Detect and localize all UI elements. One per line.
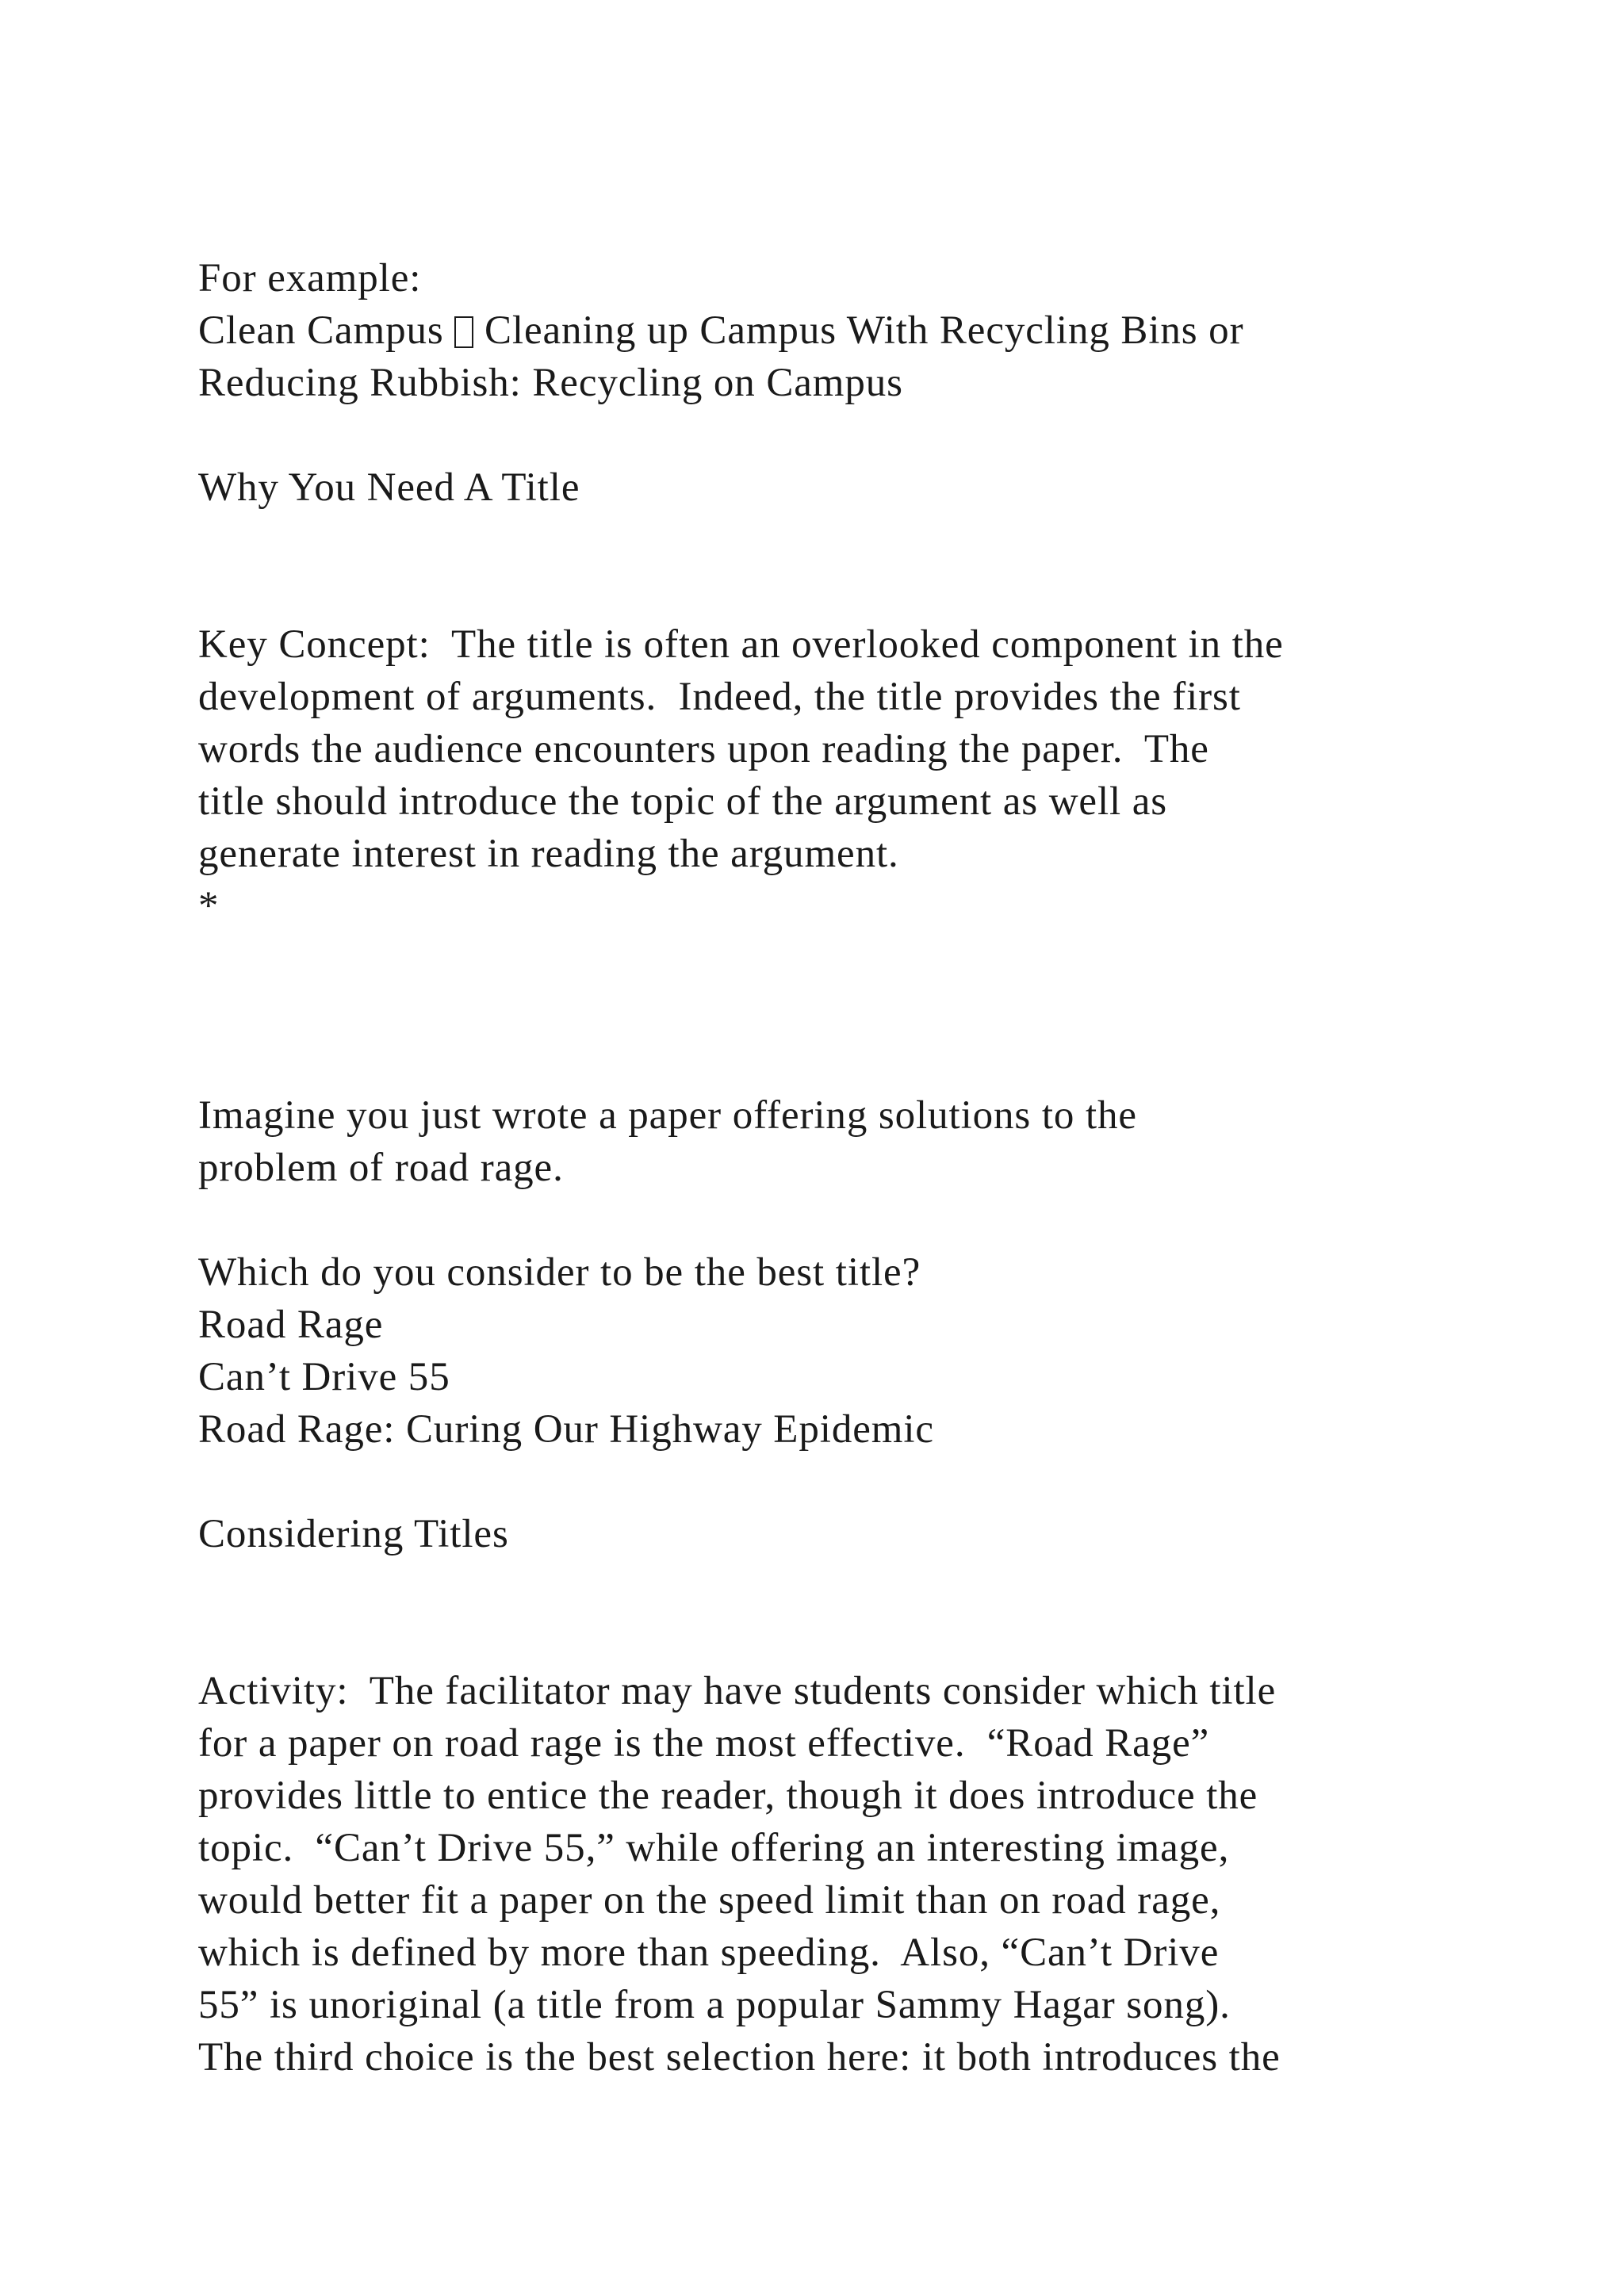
spacer xyxy=(198,1456,1435,1508)
activity-line: The third choice is the best selection here: it both introduces the xyxy=(198,2035,1281,2080)
title-option: Can’t Drive 55 xyxy=(198,1355,450,1399)
spacer xyxy=(198,514,1435,566)
activity-line: provides little to entice the reader, though it does introduce the xyxy=(198,1774,1258,1818)
example-line-1-start: Clean Campus xyxy=(198,308,455,353)
activity-line: 55” is unoriginal (a title from a popular Sammy Hagar song). xyxy=(198,1983,1231,2027)
prompt-line: problem of road rage. xyxy=(198,1146,564,1190)
spacer xyxy=(198,1037,1435,1089)
key-concept-line: generate interest in reading the argument. xyxy=(198,832,899,876)
activity-line: for a paper on road rage is the most effective. “Road Rage” xyxy=(198,1721,1210,1766)
example-line-1-end: Cleaning up Campus With Recycling Bins or xyxy=(473,308,1244,353)
key-concept-line: development of arguments. Indeed, the title provides the first xyxy=(198,675,1241,719)
spacer xyxy=(198,932,1435,985)
key-concept-line: words the audience encounters upon reading the paper. The xyxy=(198,727,1209,771)
prompt-line: Imagine you just wrote a paper offering solutions to the xyxy=(198,1093,1137,1138)
example-line-2: Reducing Rubbish: Recycling on Campus xyxy=(198,361,903,405)
activity-line: would better fit a paper on the speed limit than on road rage, xyxy=(198,1878,1221,1923)
spacer xyxy=(198,985,1435,1037)
section-heading-why-title: Why You Need A Title xyxy=(198,465,580,510)
title-option: Road Rage xyxy=(198,1303,384,1347)
spacer xyxy=(198,1560,1435,1613)
section-heading-considering-titles: Considering Titles xyxy=(198,1512,509,1556)
document-page xyxy=(198,252,1435,2084)
spacer xyxy=(198,1613,1435,1665)
asterisk-marker: * xyxy=(198,884,220,928)
key-concept-line: title should introduce the topic of the argument as well as xyxy=(198,779,1168,824)
title-option: Road Rage: Curing Our Highway Epidemic xyxy=(198,1407,934,1452)
key-concept-line: Key Concept: The title is often an overlooked component in the xyxy=(198,622,1284,667)
activity-line: topic. “Can’t Drive 55,” while offering an interesting image, xyxy=(198,1826,1230,1870)
missing-glyph-box-icon xyxy=(454,316,473,348)
activity-line: which is defined by more than speeding. Also, “Can’t Drive xyxy=(198,1931,1220,1975)
spacer xyxy=(198,566,1435,618)
spacer xyxy=(198,409,1435,461)
example-label: For example: xyxy=(198,256,422,300)
activity-line: Activity: The facilitator may have students consider which title xyxy=(198,1669,1277,1713)
spacer xyxy=(198,1194,1435,1246)
question-text: Which do you consider to be the best title? xyxy=(198,1250,921,1295)
example-line-1 xyxy=(198,304,1435,357)
